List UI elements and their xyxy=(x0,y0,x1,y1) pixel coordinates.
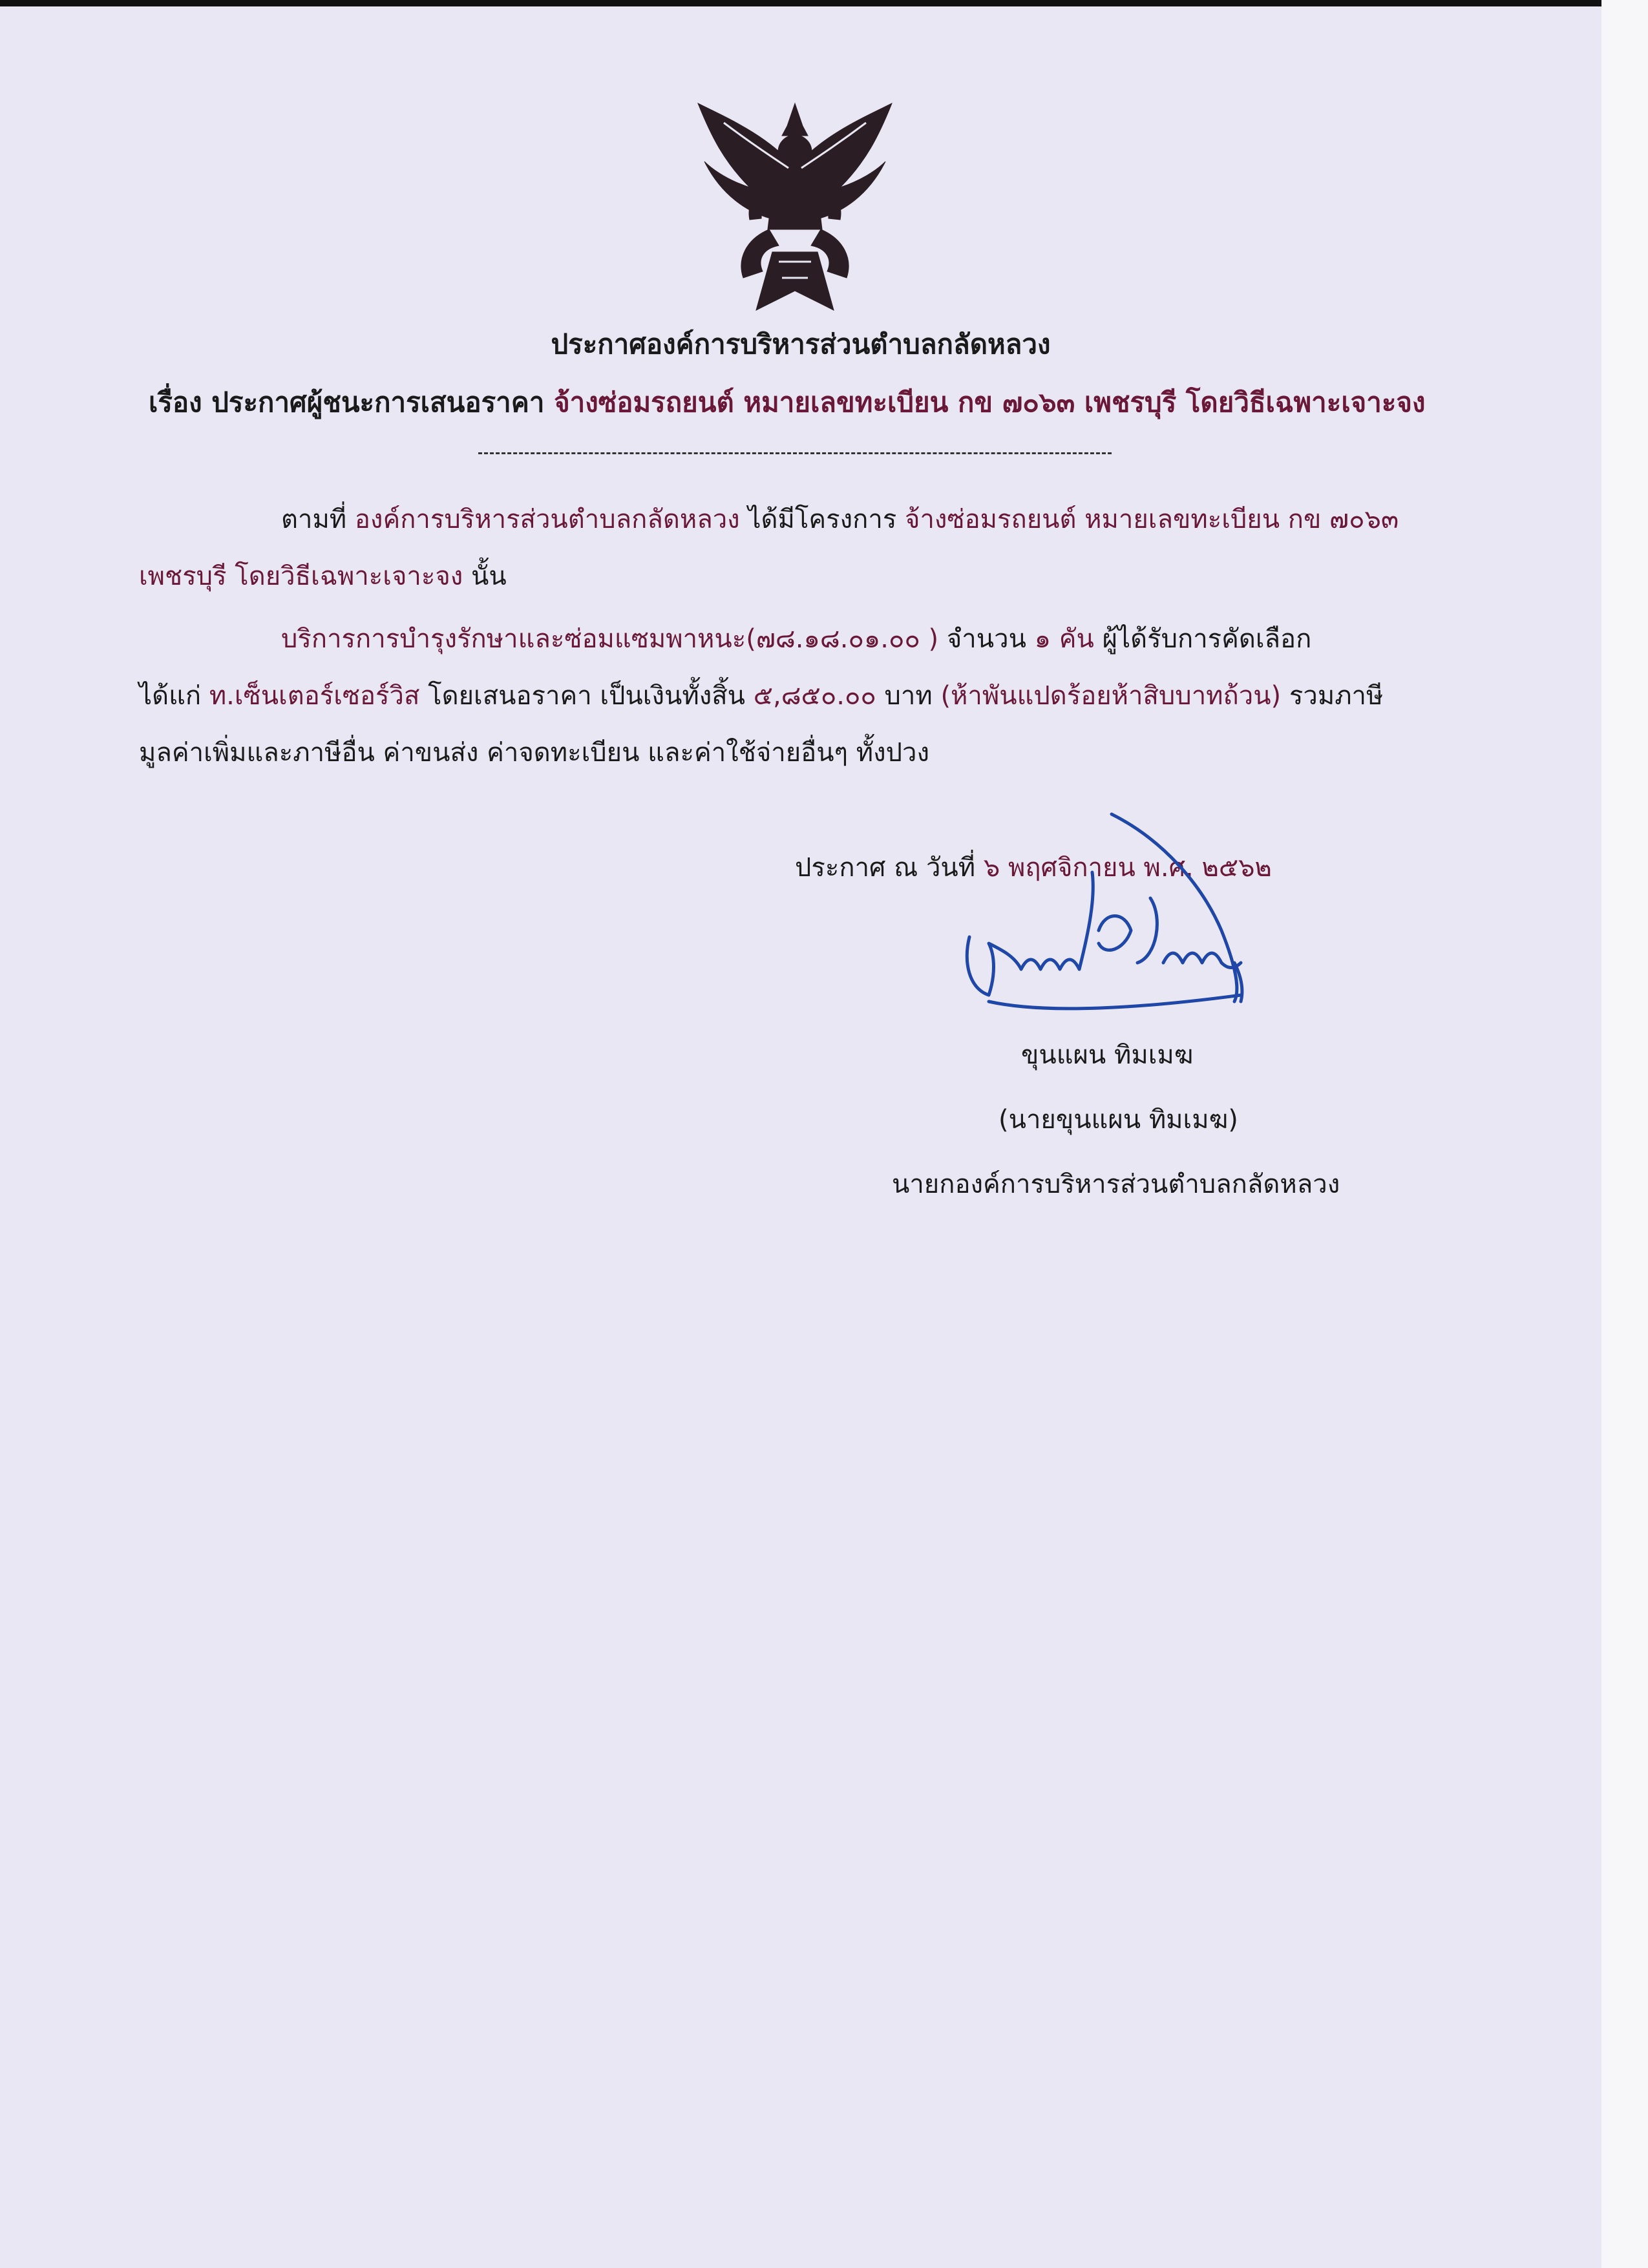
para2-qty: ๑ คัน xyxy=(1034,624,1094,654)
announcement-subject xyxy=(149,381,1467,424)
para2-line3: มูลค่าเพิ่มและภาษีอื่น ค่าขนส่ง ค่าจดทะเบียน และค่าใช้จ่ายอื่นๆ ทั้งปวง xyxy=(139,738,930,768)
scan-top-edge xyxy=(0,0,1601,6)
date-value: ๖ พฤศจิกายน พ.ศ. ๒๕๖๒ xyxy=(983,853,1272,883)
para2-winner-label: ได้แก่ xyxy=(139,681,202,711)
para2-winner: ท.เซ็นเตอร์เซอร์วิส xyxy=(209,681,420,711)
divider xyxy=(478,452,1112,454)
scan-margin xyxy=(1601,0,1648,2268)
signatory-full-name: (นายขุนแผน ทิมเมฆ) xyxy=(998,1105,1238,1135)
para1-project: จ้างซ่อมรถยนต์ หมายเลขทะเบียน กข ๗๐๖๓ xyxy=(905,505,1399,534)
date-label: ประกาศ ณ วันที่ xyxy=(795,853,976,883)
para1-line2-project: เพชรบุรี โดยวิธีเฉพาะเจาะจง xyxy=(139,562,463,591)
paragraph-project xyxy=(139,491,1457,605)
garuda-emblem-icon xyxy=(685,90,905,323)
para2-item: บริการการบำรุงรักษาและซ่อมแซมพาหนะ(๗๘.๑๘.๐๑.๐๐ ) xyxy=(281,624,939,654)
para2-tax-start: รวมภาษี xyxy=(1289,681,1384,711)
para2-price: ๕,๘๕๐.๐๐ xyxy=(753,681,876,711)
para2-qty-label: จำนวน xyxy=(946,624,1026,654)
signature-name: ขุนแผน ทิมเมฆ xyxy=(1021,1040,1194,1070)
para2-price-label: โดยเสนอราคา เป็นเงินทั้งสิ้น xyxy=(428,681,745,711)
para1-org: องค์การบริหารส่วนตำบลกลัดหลวง xyxy=(354,505,740,534)
para2-price-words: (ห้าพันแปดร้อยห้าสิบบาทถ้วน) xyxy=(940,681,1282,711)
paragraph-winner xyxy=(139,611,1457,781)
announcement-title: ประกาศองค์การบริหารส่วนตำบลกลัดหลวง xyxy=(551,328,1051,360)
para1-line2-end: นั้น xyxy=(471,562,507,591)
para1-lead: ตามที่ xyxy=(281,505,347,534)
subject-label: เรื่อง ประกาศผู้ชนะการเสนอราคา xyxy=(149,386,545,418)
para2-currency: บาท xyxy=(884,681,933,711)
signatory-position: นายกองค์การบริหารส่วนตำบลกลัดหลวง xyxy=(892,1170,1340,1199)
para2-selected: ผู้ได้รับการคัดเลือก xyxy=(1102,624,1312,654)
subject-text: จ้างซ่อมรถยนต์ หมายเลขทะเบียน กข ๗๐๖๓ เพชรบุรี โดยวิธีเฉพาะเจาะจง xyxy=(554,386,1426,418)
para1-mid: ได้มีโครงการ xyxy=(748,505,897,534)
handwritten-signature xyxy=(950,801,1312,1047)
